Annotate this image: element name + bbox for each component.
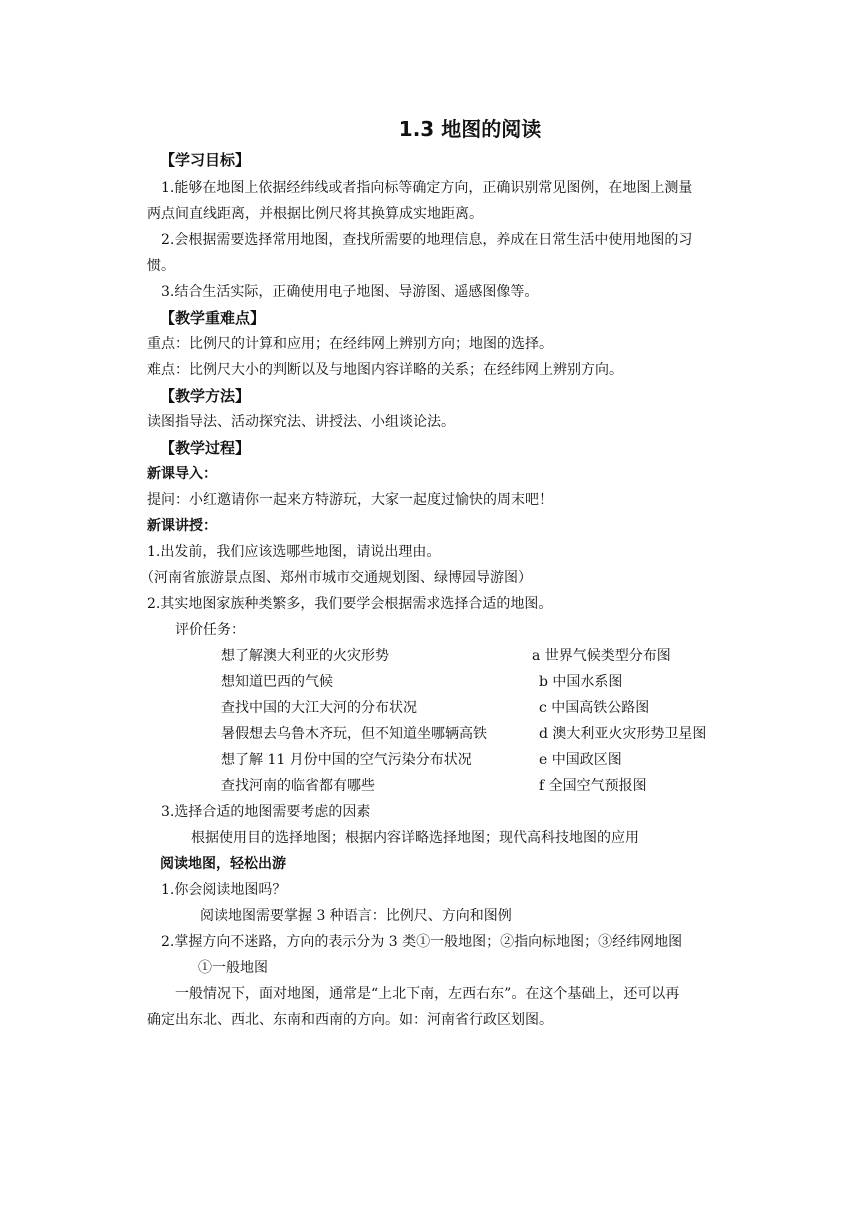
process-item-3-text: 根据使用目的选择地图；根据内容详略选择地图；现代高科技地图的应用 bbox=[191, 830, 639, 846]
process-item-1: 1.出发前，我们应该选哪些地图，请说出理由。 bbox=[147, 544, 441, 560]
goals-heading: 【学习目标】 bbox=[160, 151, 251, 169]
read-heading: 阅读地图，轻松出游 bbox=[160, 856, 286, 872]
goal-1-line-2: 两点间直线距离，并根据比例尺将其换算成实地距离。 bbox=[147, 206, 483, 222]
read-item-1-text: 阅读地图需要掌握 3 种语言：比例尺、方向和图例 bbox=[200, 908, 512, 924]
task-right-6: f 全国空气预报图 bbox=[539, 778, 647, 794]
goal-2-line-1: 2.会根据需要选择常用地图，查找所需要的地理信息，养成在日常生活中使用地图的习 bbox=[161, 232, 693, 248]
lecture-heading: 新课讲授： bbox=[147, 518, 217, 534]
intro-text: 提问：小红邀请你一起来方特游玩，大家一起度过愉快的周末吧！ bbox=[147, 492, 553, 508]
read-item-2-sub: ①一般地图 bbox=[198, 960, 268, 976]
read-item-2-text-1: 一般情况下，面对地图，通常是“上北下南，左西右东”。在这个基础上，还可以再 bbox=[175, 986, 680, 1002]
goal-1-line-1: 1.能够在地图上依据经纬线或者指向标等确定方向，正确识别常见图例，在地图上测量 bbox=[161, 180, 693, 196]
task-left-2: 想知道巴西的气候 bbox=[221, 674, 333, 690]
task-right-5: e 中国政区图 bbox=[539, 752, 622, 768]
goal-2-line-2: 惯。 bbox=[147, 258, 175, 274]
process-item-1-note: （河南省旅游景点图、郑州市城市交通规划图、绿博园导游图） bbox=[140, 570, 532, 586]
key-heading: 【教学重难点】 bbox=[160, 309, 266, 327]
task-left-6: 查找河南的临省都有哪些 bbox=[221, 778, 375, 794]
process-item-3: 3.选择合适的地图需要考虑的因素 bbox=[161, 804, 371, 820]
read-item-2: 2.掌握方向不迷路，方向的表示分为 3 类①一般地图；②指向标地图；③经纬网地图 bbox=[161, 934, 683, 950]
method-heading: 【教学方法】 bbox=[160, 387, 251, 405]
key-focus: 重点：比例尺的计算和应用；在经纬网上辨别方向；地图的选择。 bbox=[147, 336, 553, 352]
task-left-4: 暑假想去乌鲁木齐玩，但不知道坐哪辆高铁 bbox=[221, 726, 487, 742]
goal-3: 3.结合生活实际，正确使用电子地图、导游图、遥感图像等。 bbox=[161, 284, 539, 300]
task-left-1: 想了解澳大利亚的火灾形势 bbox=[221, 648, 389, 664]
task-left-3: 查找中国的大江大河的分布状况 bbox=[221, 700, 417, 716]
process-heading: 【教学过程】 bbox=[160, 439, 251, 457]
task-label: 评价任务： bbox=[175, 622, 245, 638]
page-title: 1.3 地图的阅读 bbox=[398, 117, 542, 141]
read-item-2-text-2: 确定出东北、西北、东南和西南的方向。如：河南省行政区划图。 bbox=[147, 1012, 553, 1028]
task-right-1: a 世界气候类型分布图 bbox=[532, 648, 671, 664]
intro-heading: 新课导入： bbox=[147, 466, 217, 482]
method-text: 读图指导法、活动探究法、讲授法、小组谈论法。 bbox=[147, 414, 455, 430]
read-item-1: 1.你会阅读地图吗？ bbox=[161, 882, 287, 898]
task-right-3: c 中国高铁公路图 bbox=[539, 700, 650, 716]
key-difficulty: 难点：比例尺大小的判断以及与地图内容详略的关系；在经纬网上辨别方向。 bbox=[147, 362, 623, 378]
task-right-4: d 澳大利亚火灾形势卫星图 bbox=[539, 726, 707, 742]
process-item-2: 2.其实地图家族种类繁多，我们要学会根据需求选择合适的地图。 bbox=[147, 596, 553, 612]
task-left-5: 想了解 11 月份中国的空气污染分布状况 bbox=[221, 752, 472, 768]
task-right-2: b 中国水系图 bbox=[539, 674, 623, 690]
